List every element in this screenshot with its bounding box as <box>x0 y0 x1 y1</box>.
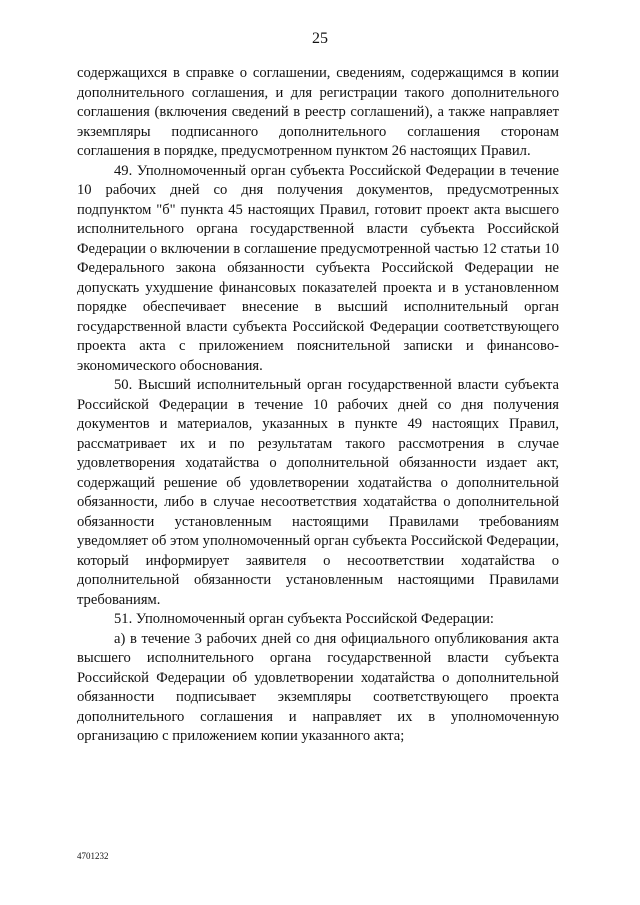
document-code: 4701232 <box>77 851 109 861</box>
paragraph-continuation: содержащихся в справке о соглашении, сведениям, содержащимся в копии дополнительного соглашения, и для регистрации такого дополнительного соглашения (включения сведений в реестр соглашений), а также направляет экземпляры подписанного дополнительного соглашения сторонам соглашения в порядке, предусмотренном пунктом 26 настоящих Правил. <box>77 65 559 159</box>
paragraph-50: 50. Высший исполнительный орган государственной власти субъекта Российской Федерации в течение 10 рабочих дней со дня получения документов и материалов, указанных в пункте 49 настоящих Правил, рассматривает их и по результатам такого рассмотрения в случае удовлетворения ходатайства о дополнительной обязанности издает акт, содержащий решение об удовлетворении ходатайства о дополнительной обязанности, либо в случае несоответствия ходатайства о дополнительной обязанности установленным настоящими Правилами требованиям уведомляет об этом уполномоченный орган субъекта Российской Федерации, который информирует заявителя о несоответствии ходатайства о дополнительной обязанности установленным настоящими Правилами требованиям. <box>77 377 559 608</box>
paragraph-51: 51. Уполномоченный орган субъекта Российской Федерации: <box>114 611 494 627</box>
document-body <box>77 64 559 747</box>
paragraph-51-a: а) в течение 3 рабочих дней со дня официального опубликования акта высшего исполнительного органа государственной власти субъекта Российской Федерации об удовлетворении ходатайства о дополнительной обязанности подписывает экземпляры соответствующего проекта дополнительного соглашения и направляет их в уполномоченную организацию с приложением копии указанного акта; <box>77 630 559 744</box>
page-number: 25 <box>312 30 328 47</box>
paragraph-49: 49. Уполномоченный орган субъекта Российской Федерации в течение 10 рабочих дней со дня получения документов, предусмотренных подпунктом "б" пункта 45 настоящих Правил, готовит проект акта высшего исполнительного органа государственной власти субъекта Российской Федерации о включении в соглашение предусмотренной частью 12 статьи 10 Федерального закона обязанности субъекта Российской Федерации не допускать ухудшение финансовых показателей проекта и в установленном порядке обеспечивает внесение в высший исполнительный орган государственной власти субъекта Российской Федерации соответствующего проекта акта с приложением пояснительной записки и финансово-экономического обоснования. <box>77 162 559 374</box>
